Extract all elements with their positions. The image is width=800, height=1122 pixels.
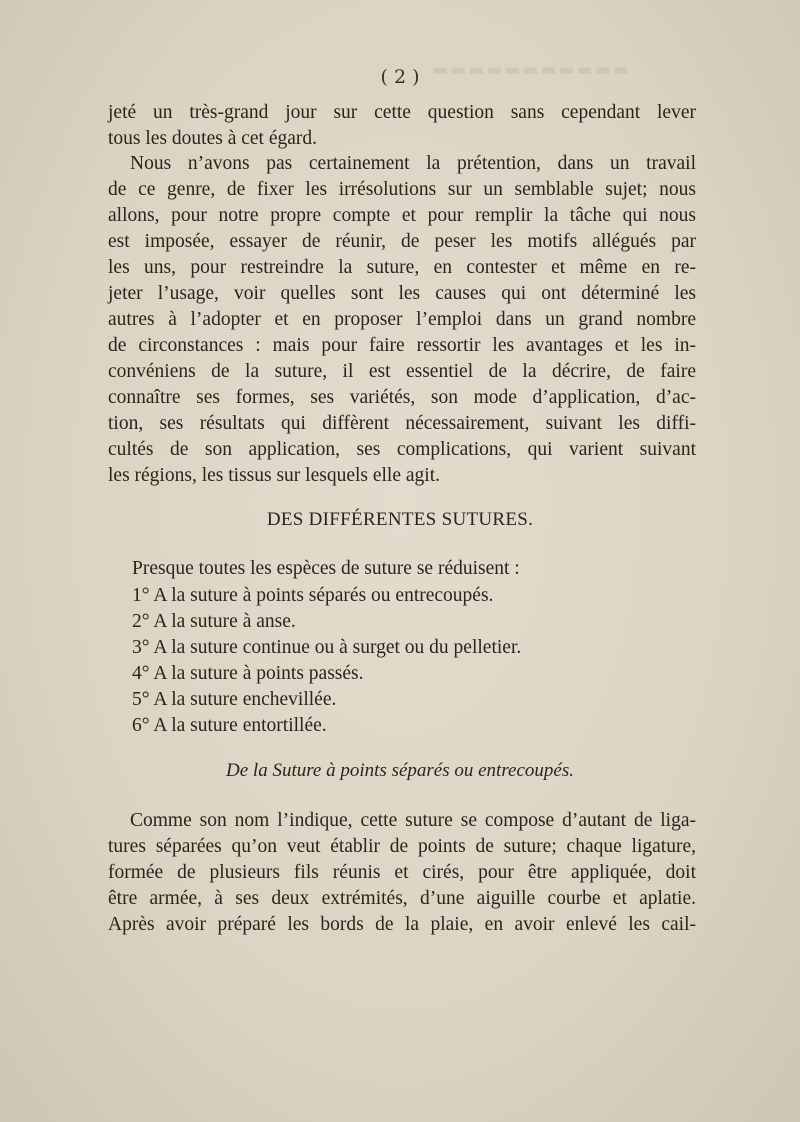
text-line: être armée, à ses deux extrémités, d’une aiguille courbe et aplatie. — [108, 888, 696, 909]
list-item: 3° A la suture continue ou à surget ou du pelletier. — [132, 637, 522, 658]
text-line: tion, ses résultats qui diffèrent nécessairement, suivant les diffi- — [108, 413, 696, 434]
list-item: 4° A la suture à points passés. — [132, 663, 364, 684]
text-line: Nous n’avons pas certainement la prétention, dans un travail — [130, 153, 696, 174]
text-line: convéniens de la suture, il est essentiel de la décrire, de faire — [108, 361, 696, 382]
text-line: les régions, les tissus sur lesquels elle agit. — [108, 465, 440, 486]
list-intro: Presque toutes les espèces de suture se réduisent : — [132, 558, 520, 579]
text-line: Après avoir préparé les bords de la plaie, en avoir enlevé les cail- — [108, 914, 696, 935]
subsection-heading: De la Suture à points séparés ou entrecoupés. — [226, 760, 574, 781]
section-heading: DES DIFFÉRENTES SUTURES. — [266, 509, 534, 530]
suture-types-list — [132, 583, 521, 739]
paragraph-introduction — [108, 151, 696, 489]
text-line: connaître ses formes, ses variétés, son mode d’application, d’ac- — [108, 387, 696, 408]
text-line: tures séparées qu’on veut établir de points de suture; chaque ligature, — [108, 836, 696, 857]
show-through-decoration: ▬▬▬▬▬▬▬▬▬▬▬ — [430, 60, 629, 80]
list-item: 5° A la suture enchevillée. — [132, 689, 337, 710]
text-line: jeter l’usage, voir quelles sont les causes qui ont déterminé les — [108, 283, 696, 304]
text-line: de circonstances : mais pour faire ressortir les avantages et les in- — [108, 335, 696, 356]
list-item: 2° A la suture à anse. — [132, 611, 296, 632]
text-line: cultés de son application, ses complications, qui varient suivant — [108, 439, 696, 460]
text-line: autres à l’adopter et en proposer l’emploi dans un grand nombre — [108, 309, 696, 330]
text-line: formée de plusieurs fils réunis et cirés, pour être appliquée, doit — [108, 862, 696, 883]
text-line: est imposée, essayer de réunir, de peser les motifs allégués par — [108, 231, 696, 252]
text-line: tous les doutes à cet égard. — [108, 128, 318, 149]
text-line: de ce genre, de fixer les irrésolutions sur un semblable sujet; nous — [108, 179, 696, 200]
page-number: ( 2 ) — [380, 66, 420, 88]
text-line: jeté un très-grand jour sur cette question sans cependant lever — [108, 102, 696, 123]
text-line: allons, pour notre propre compte et pour remplir la tâche qui nous — [108, 205, 696, 226]
text-line: les uns, pour restreindre la suture, en contester et même en re- — [108, 257, 696, 278]
paragraph-description — [108, 808, 696, 938]
paragraph-continuation — [108, 100, 696, 152]
list-item: 1° A la suture à points séparés ou entrecoupés. — [132, 585, 494, 606]
list-item: 6° A la suture entortillée. — [132, 715, 327, 736]
text-line: Comme son nom l’indique, cette suture se compose d’autant de liga- — [130, 810, 696, 831]
